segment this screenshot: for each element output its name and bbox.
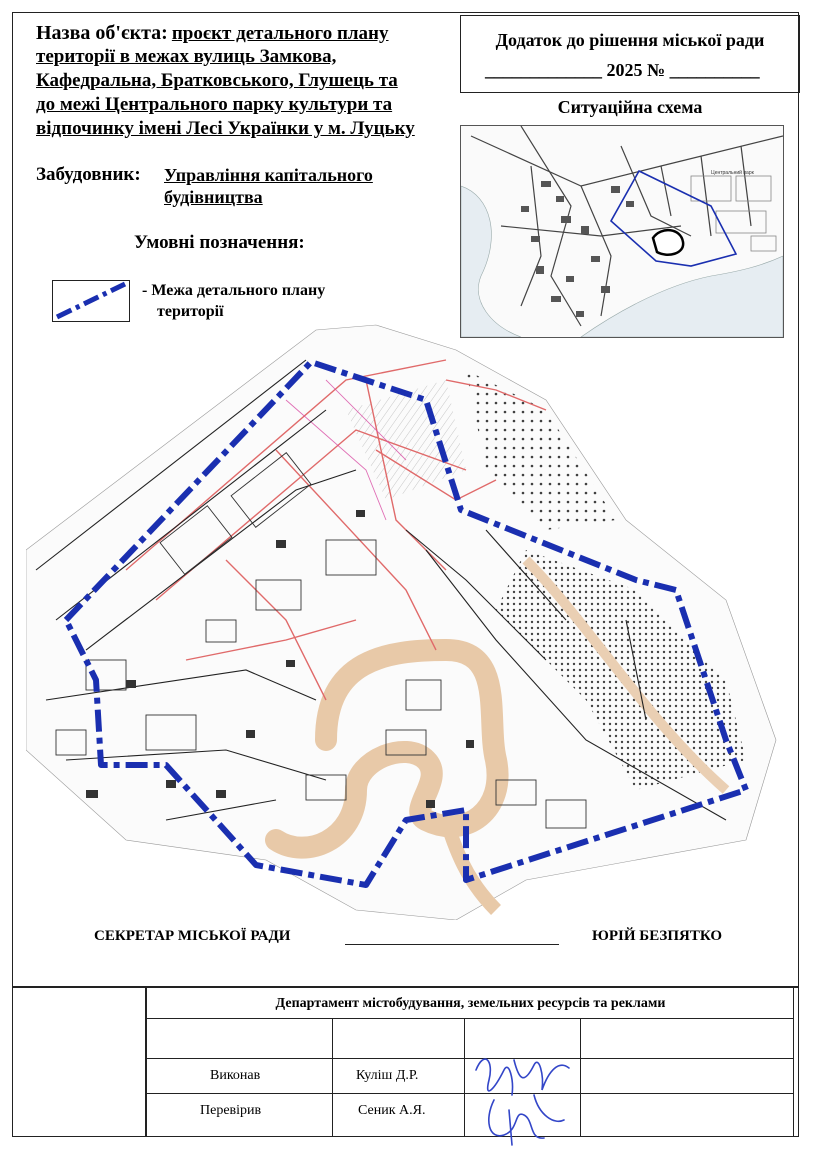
object-name-line-4: до межі Центрального парку культури та xyxy=(36,94,393,115)
annex-line-2: _____________ 2025 № __________ xyxy=(485,60,760,80)
developer-label: Забудовник: xyxy=(36,164,141,185)
legend-boundary-line-2: території xyxy=(157,303,224,320)
situation-map-drawing xyxy=(461,126,783,337)
legend-boundary-line-1: - Межа детального плану xyxy=(142,282,326,299)
checked-by-name: Сеник А.Я. xyxy=(358,1103,426,1118)
checked-by-label: Перевірив xyxy=(200,1103,262,1118)
developer-value xyxy=(164,164,373,208)
object-name-line-2: території в межах вулиць Замкова, xyxy=(36,46,337,67)
executed-by-label: Виконав xyxy=(210,1068,261,1083)
object-name-line-3: Кафедральна, Братковського, Глушець та xyxy=(36,70,398,91)
legend-boundary-text xyxy=(142,280,325,322)
detailed-plan-drawing xyxy=(26,320,782,920)
boundary-line-sample xyxy=(53,281,128,320)
secretary-name: ЮРІЙ БЕЗПЯТКО xyxy=(592,928,723,944)
situation-map xyxy=(460,125,784,338)
object-name-line-5: відпочинку імені Лесі Українки у м. Луцьку xyxy=(36,118,415,139)
handwritten-signature xyxy=(464,1040,584,1150)
developer-line-2: будівництва xyxy=(164,187,263,207)
legend-title: Умовні позначення: xyxy=(134,232,305,253)
situation-park-label: Центральний парк xyxy=(711,170,754,176)
annex-line-1: Додаток до рішення міської ради xyxy=(495,30,765,50)
situation-title: Ситуаційна схема xyxy=(557,97,703,117)
developer-line-1: Управління капітального xyxy=(164,165,373,185)
annex-box xyxy=(460,15,800,93)
secretary-signature-line xyxy=(345,944,559,945)
detailed-plan-map xyxy=(26,320,782,920)
secretary-title: СЕКРЕТАР МІСЬКОЇ РАДИ xyxy=(94,928,291,944)
department-name: Департамент містобудування, земельних ресурсів та реклами xyxy=(275,996,666,1011)
executed-by-name: Куліш Д.Р. xyxy=(356,1068,419,1083)
object-name-label: Назва об'єкта: xyxy=(36,22,168,44)
object-name-line-1: проєкт детального плану xyxy=(171,23,389,44)
legend-boundary-swatch xyxy=(52,280,130,322)
